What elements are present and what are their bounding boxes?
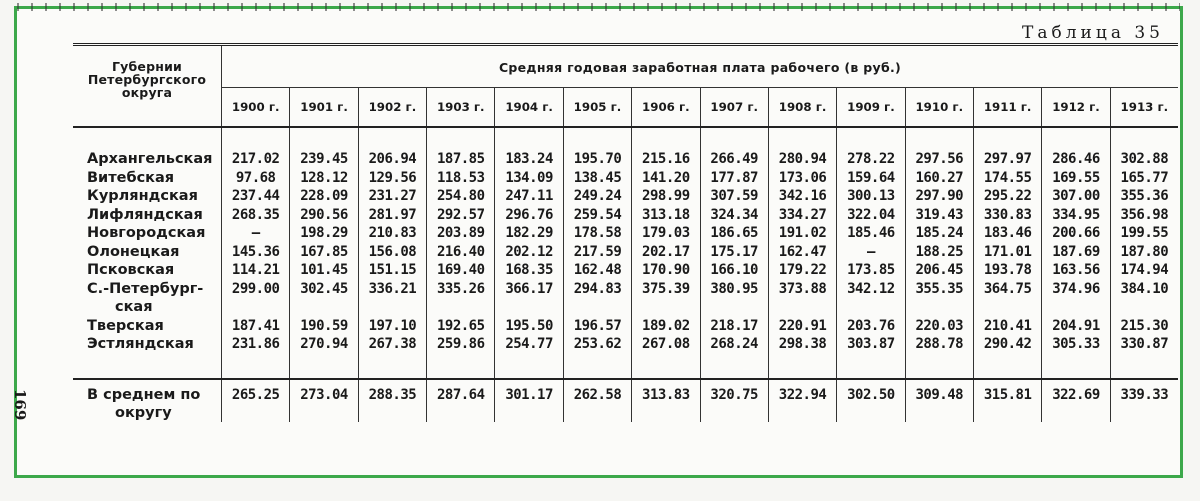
table-row (73, 379, 1178, 422)
table-row (73, 280, 1178, 317)
wage-value-cell: 195.70 (563, 127, 631, 169)
wage-value-cell: 290.42 (973, 335, 1041, 354)
wage-value-cell: 179.03 (632, 224, 700, 243)
table-row (73, 317, 1178, 336)
wage-value-cell: 216.40 (427, 243, 495, 262)
wage-value-cell: 313.18 (632, 206, 700, 225)
wage-value-cell: 215.30 (1120, 317, 1169, 334)
wage-value-cell: 196.57 (563, 317, 631, 336)
rule-cell (222, 354, 290, 379)
wage-value-cell: 259.54 (563, 206, 631, 225)
province-name-continuation: ская (115, 299, 153, 315)
table-row (73, 335, 1178, 354)
wage-value-cell: 217.59 (563, 243, 631, 262)
table-row (73, 224, 1178, 243)
wage-value-cell: 192.65 (427, 317, 495, 336)
wage-value-cell: 191.02 (768, 224, 836, 243)
wage-value-cell: 186.65 (700, 224, 768, 243)
wage-value-cell: 182.29 (495, 224, 563, 243)
table-caption: Таблица 35 (1022, 23, 1164, 43)
wage-value-cell: 206.45 (905, 261, 973, 280)
wage-value-cell: 206.94 (358, 127, 426, 169)
wage-value-cell: 320.75 (700, 379, 768, 422)
wage-value-cell: 309.48 (905, 379, 973, 422)
wage-value-cell: 273.04 (290, 379, 358, 422)
wage-value-cell: 175.17 (700, 243, 768, 262)
wage-value-cell: 197.10 (358, 317, 426, 336)
wage-value-cell: 335.26 (427, 280, 495, 317)
wage-value-cell: 254.80 (427, 187, 495, 206)
rule-cell (73, 354, 222, 379)
wage-value-cell: 179.22 (768, 261, 836, 280)
wage-value-cell: 290.56 (290, 206, 358, 225)
wage-value-cell: 160.27 (905, 169, 973, 188)
province-name (73, 206, 222, 225)
wage-value-cell: 237.44 (222, 187, 290, 206)
wage-value-cell: 114.21 (222, 261, 290, 280)
wage-value-cell: 305.33 (1042, 335, 1110, 354)
wage-value-cell: 301.17 (495, 379, 563, 422)
wage-value-cell: 298.99 (632, 187, 700, 206)
wage-value-cell: 162.48 (563, 261, 631, 280)
year-header: 1909 г. (837, 88, 905, 128)
wage-value-cell: 267.38 (358, 335, 426, 354)
year-header: 1905 г. (563, 88, 631, 128)
wage-value-cell: 270.94 (290, 335, 358, 354)
wage-value-cell: 171.01 (973, 243, 1041, 262)
wage-value-cell: 239.45 (290, 127, 358, 169)
rule-cell (837, 354, 905, 379)
table-row (73, 127, 1178, 169)
wage-value-cell: 168.35 (495, 261, 563, 280)
wage-value-cell: 151.15 (358, 261, 426, 280)
year-header: 1901 г. (290, 88, 358, 128)
province-name-text: Витебская (87, 169, 175, 186)
wage-value-cell: 174.55 (973, 169, 1041, 188)
wage-value-cell: 220.91 (768, 317, 836, 336)
wage-value-cell: 178.58 (563, 224, 631, 243)
wage-value-cell: 247.11 (495, 187, 563, 206)
wage-value-cell: 187.85 (427, 127, 495, 169)
wage-value-cell: 278.22 (837, 127, 905, 169)
wage-value-cell: 202.12 (495, 243, 563, 262)
wage-value-cell: 296.76 (495, 206, 563, 225)
wage-value-cell: 267.08 (632, 335, 700, 354)
wage-value-cell: 165.77 (1120, 169, 1169, 186)
wage-value-cell: 190.59 (290, 317, 358, 336)
wage-value-cell: 330.87 (1120, 336, 1169, 352)
rule-cell (1110, 354, 1178, 379)
wage-value-cell: 189.02 (632, 317, 700, 336)
wage-value-cell: 173.06 (768, 169, 836, 188)
wage-value-cell: 268.24 (700, 335, 768, 354)
wage-value-cell: 185.24 (905, 224, 973, 243)
wage-value-cell: 163.56 (1042, 261, 1110, 280)
wage-value-cell: 302.88 (1120, 151, 1169, 167)
wage-value-cell: 294.83 (563, 280, 631, 317)
wage-value-cell: 300.13 (837, 187, 905, 206)
wage-value-cell: 220.03 (905, 317, 973, 336)
wage-value-cell: 336.21 (358, 280, 426, 317)
wage-value-cell: 202.17 (632, 243, 700, 262)
wage-value-cell: 253.62 (563, 335, 631, 354)
cropped-text-edge (17, 3, 1180, 11)
wage-value-cell: 183.46 (973, 224, 1041, 243)
rule-cell (768, 354, 836, 379)
wage-value-cell: 141.20 (632, 169, 700, 188)
wage-value-cell: 187.41 (222, 317, 290, 336)
wage-value-cell: 203.89 (427, 224, 495, 243)
wage-value-cell: 280.94 (768, 127, 836, 169)
province-name-text: Курляндская (87, 188, 198, 204)
wage-value-cell: 384.10 (1120, 280, 1169, 297)
wage-value-cell: 364.75 (973, 280, 1041, 317)
rule-cell (700, 354, 768, 379)
wage-value-cell: 322.69 (1042, 379, 1110, 422)
wage-value-cell: 169.55 (1042, 169, 1110, 188)
province-name (73, 280, 222, 317)
province-name-text: Лифляндская (87, 206, 203, 223)
province-name-text: В среднем по (87, 386, 201, 403)
table-row (73, 169, 1178, 188)
wage-value-cell: 101.45 (290, 261, 358, 280)
wage-value-cell: 187.80 (1120, 243, 1169, 260)
wage-value-cell: 210.83 (358, 224, 426, 243)
year-header: 1907 г. (700, 88, 768, 128)
province-name (73, 187, 222, 206)
wage-value-cell: 322.94 (768, 379, 836, 422)
wage-value-cell: 281.97 (358, 206, 426, 225)
wage-value-cell: 334.27 (768, 206, 836, 225)
wage-value-cell: 218.17 (700, 317, 768, 336)
province-name (73, 261, 222, 280)
wage-super-header: Средняя годовая заработная плата рабочего (в руб.) (222, 45, 1179, 88)
wage-value-cell: 203.76 (837, 317, 905, 336)
page-number: 169 (11, 389, 29, 421)
wage-value-cell: 187.69 (1042, 243, 1110, 262)
wage-value-cell: 249.24 (563, 187, 631, 206)
year-header: 1904 г. (495, 88, 563, 128)
wage-value-cell: 299.00 (222, 280, 290, 317)
wage-value-cell: 307.59 (700, 187, 768, 206)
year-header: 1913 г. (1110, 88, 1178, 128)
rule-cell (1042, 354, 1110, 379)
wage-value-cell: 228.09 (290, 187, 358, 206)
wage-value-cell: 366.17 (495, 280, 563, 317)
wage-value-cell: 324.34 (700, 206, 768, 225)
province-name (73, 224, 222, 243)
wage-value-cell: 315.81 (973, 379, 1041, 422)
year-header: 1908 г. (768, 88, 836, 128)
wage-value-cell: 355.35 (905, 280, 973, 317)
wage-value-cell: 380.95 (700, 280, 768, 317)
province-name-text: Псковская (87, 262, 175, 278)
wage-value-cell: 288.78 (905, 335, 973, 354)
wage-value-cell: 356.98 (1120, 206, 1169, 223)
wage-value-cell: 375.39 (632, 280, 700, 317)
wage-value-cell: 322.04 (837, 206, 905, 225)
table-row (73, 261, 1178, 280)
wage-value-cell: 215.16 (632, 127, 700, 169)
wage-value-cell: 265.25 (222, 379, 290, 422)
wage-value-cell: 156.08 (358, 243, 426, 262)
wage-value-cell: 118.53 (427, 169, 495, 188)
province-name-text: Эстляндская (87, 336, 194, 352)
wage-value-cell: 313.83 (632, 379, 700, 422)
wage-value-cell: 254.77 (495, 335, 563, 354)
province-name-continuation: округу (115, 404, 172, 421)
wage-value-cell: 288.35 (358, 379, 426, 422)
rule-cell (632, 354, 700, 379)
wage-value-cell: 286.46 (1042, 127, 1110, 169)
wage-value-cell: 174.94 (1120, 262, 1169, 278)
wage-value-cell: 188.25 (905, 243, 973, 262)
wage-value-cell: 166.10 (700, 261, 768, 280)
year-header: 1910 г. (905, 88, 973, 128)
wage-table (73, 43, 1178, 422)
page-frame (11, 6, 1183, 478)
wage-value-cell: 128.12 (290, 169, 358, 188)
wage-value-cell: 185.46 (837, 224, 905, 243)
wage-value-cell: 355.36 (1120, 188, 1169, 204)
wage-value-cell: 374.96 (1042, 280, 1110, 317)
wage-value-cell: 287.64 (427, 379, 495, 422)
wage-value-cell: 173.85 (837, 261, 905, 280)
rule-cell (427, 354, 495, 379)
wage-value-cell: 231.86 (222, 335, 290, 354)
wage-value-cell: 373.88 (768, 280, 836, 317)
province-name-text: Архангельская (87, 151, 213, 167)
wage-value-cell: 183.24 (495, 127, 563, 169)
province-name-text: Новгородская (87, 225, 206, 241)
province-name (73, 169, 222, 188)
wage-value-cell: 217.02 (222, 127, 290, 169)
rule-cell (290, 354, 358, 379)
table-rule (73, 354, 1178, 379)
year-header: 1911 г. (973, 88, 1041, 128)
wage-value-cell: 298.38 (768, 335, 836, 354)
province-name (73, 379, 222, 422)
wage-value-cell: 134.09 (495, 169, 563, 188)
wage-value-cell: 297.97 (973, 127, 1041, 169)
rule-cell (358, 354, 426, 379)
wage-value-cell: 145.36 (222, 243, 290, 262)
wage-value-cell: 231.27 (358, 187, 426, 206)
rule-cell (905, 354, 973, 379)
wage-value-cell: 200.66 (1042, 224, 1110, 243)
province-name-text: С.-Петербург- (87, 280, 204, 297)
wage-value-cell: 339.33 (1120, 386, 1169, 403)
wage-value-cell: 129.56 (358, 169, 426, 188)
wage-value-cell: 138.45 (563, 169, 631, 188)
wage-value-cell: 302.50 (837, 379, 905, 422)
wage-value-cell: 334.95 (1042, 206, 1110, 225)
wage-value-cell: 292.57 (427, 206, 495, 225)
wage-value-cell: 319.43 (905, 206, 973, 225)
wage-value-cell: 198.29 (290, 224, 358, 243)
wage-value-cell: 342.12 (837, 280, 905, 317)
wage-value-cell: 195.50 (495, 317, 563, 336)
province-name-text: Олонецкая (87, 243, 180, 260)
table-row (73, 187, 1178, 206)
wage-value-cell: — (222, 224, 290, 243)
wage-value-cell: 303.87 (837, 335, 905, 354)
rule-cell (973, 354, 1041, 379)
wage-value-cell: 97.68 (222, 169, 290, 188)
wage-value-cell: 297.90 (905, 187, 973, 206)
wage-value-cell: 268.35 (222, 206, 290, 225)
rule-cell (563, 354, 631, 379)
province-name (73, 335, 222, 354)
year-header: 1912 г. (1042, 88, 1110, 128)
province-name (73, 317, 222, 336)
wage-value-cell: 262.58 (563, 379, 631, 422)
wage-value-cell: 162.47 (768, 243, 836, 262)
table-body (73, 127, 1178, 422)
wage-value-cell: 297.56 (905, 127, 973, 169)
wage-value-cell: 210.41 (973, 317, 1041, 336)
wage-value-cell: — (837, 243, 905, 262)
table-row (73, 206, 1178, 225)
wage-value-cell: 167.85 (290, 243, 358, 262)
rule-cell (495, 354, 563, 379)
wage-value-cell: 169.40 (427, 261, 495, 280)
year-header: 1903 г. (427, 88, 495, 128)
province-column-header: Губернии Петербургского округа (73, 45, 222, 128)
wage-value-cell: 307.00 (1042, 187, 1110, 206)
table-row (73, 243, 1178, 262)
province-name-text: Тверская (87, 317, 164, 334)
wage-value-cell: 193.78 (973, 261, 1041, 280)
year-header: 1906 г. (632, 88, 700, 128)
wage-value-cell: 302.45 (290, 280, 358, 317)
province-name (73, 243, 222, 262)
wage-value-cell: 295.22 (973, 187, 1041, 206)
wage-value-cell: 199.55 (1120, 225, 1169, 241)
wage-value-cell: 259.86 (427, 335, 495, 354)
year-header: 1902 г. (358, 88, 426, 128)
wage-value-cell: 330.83 (973, 206, 1041, 225)
province-name (73, 127, 222, 169)
wage-value-cell: 170.90 (632, 261, 700, 280)
wage-value-cell: 159.64 (837, 169, 905, 188)
wage-value-cell: 177.87 (700, 169, 768, 188)
wage-value-cell: 266.49 (700, 127, 768, 169)
year-header-row (73, 88, 1178, 128)
year-header: 1900 г. (222, 88, 290, 128)
wage-value-cell: 342.16 (768, 187, 836, 206)
wage-value-cell: 204.91 (1042, 317, 1110, 336)
